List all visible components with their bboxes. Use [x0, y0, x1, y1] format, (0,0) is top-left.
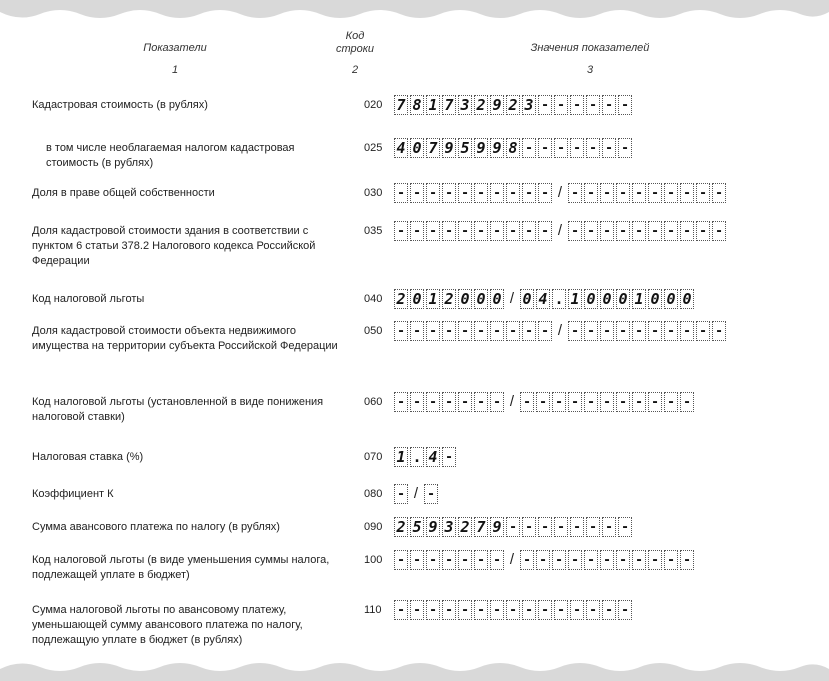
- value-cell[interactable]: -: [538, 321, 552, 341]
- value-cell[interactable]: 0: [474, 289, 488, 309]
- value-cell[interactable]: -: [522, 138, 536, 158]
- value-cell[interactable]: -: [426, 392, 440, 412]
- value-cell[interactable]: -: [680, 321, 694, 341]
- value-cell[interactable]: -: [602, 517, 616, 537]
- value-cell[interactable]: -: [522, 183, 536, 203]
- value-cell[interactable]: 7: [426, 138, 440, 158]
- value-cell[interactable]: 9: [490, 138, 504, 158]
- value-cell[interactable]: -: [506, 221, 520, 241]
- row-value-cells[interactable]: [394, 390, 696, 414]
- fraction-separator: /: [557, 184, 563, 201]
- value-cell[interactable]: -: [442, 550, 456, 570]
- header-indicators: Показатели: [143, 42, 207, 54]
- row-code: 040: [364, 293, 383, 305]
- value-cell[interactable]: -: [632, 221, 646, 241]
- row-value-cells[interactable]: [394, 181, 728, 205]
- value-cell[interactable]: -: [522, 517, 536, 537]
- value-cell[interactable]: -: [568, 321, 582, 341]
- value-cell[interactable]: -: [618, 600, 632, 620]
- value-cell[interactable]: -: [410, 550, 424, 570]
- value-cell[interactable]: -: [442, 183, 456, 203]
- value-cell[interactable]: -: [712, 221, 726, 241]
- value-cell[interactable]: -: [394, 484, 408, 504]
- row-label: Налоговая ставка (%): [32, 451, 144, 463]
- fraction-separator: /: [557, 322, 563, 339]
- value-cell[interactable]: 9: [474, 138, 488, 158]
- value-cell[interactable]: 9: [490, 517, 504, 537]
- value-cell[interactable]: -: [696, 183, 710, 203]
- value-cell[interactable]: -: [490, 550, 504, 570]
- value-cell[interactable]: 0: [520, 289, 534, 309]
- value-cell[interactable]: 0: [600, 289, 614, 309]
- value-cell[interactable]: -: [664, 221, 678, 241]
- value-cell[interactable]: -: [616, 183, 630, 203]
- fraction-separator: /: [509, 551, 515, 568]
- value-cell[interactable]: -: [648, 550, 662, 570]
- value-cell[interactable]: -: [536, 550, 550, 570]
- value-cell[interactable]: -: [554, 517, 568, 537]
- value-cell[interactable]: -: [632, 392, 646, 412]
- value-cell[interactable]: -: [426, 550, 440, 570]
- value-cell[interactable]: 8: [410, 95, 424, 115]
- value-cell[interactable]: -: [426, 183, 440, 203]
- value-cell[interactable]: -: [490, 321, 504, 341]
- value-cell[interactable]: -: [570, 600, 584, 620]
- header-line-code-2: строки: [335, 43, 375, 55]
- value-cell[interactable]: -: [600, 321, 614, 341]
- value-cell[interactable]: -: [680, 550, 694, 570]
- value-cell[interactable]: -: [616, 221, 630, 241]
- value-cell[interactable]: -: [680, 183, 694, 203]
- value-cell[interactable]: -: [394, 183, 408, 203]
- value-cell[interactable]: 0: [458, 289, 472, 309]
- row-code: 060: [364, 396, 383, 408]
- value-cell[interactable]: -: [490, 600, 504, 620]
- value-cell[interactable]: -: [570, 95, 584, 115]
- value-cell[interactable]: -: [554, 600, 568, 620]
- value-cell[interactable]: -: [426, 321, 440, 341]
- value-cell[interactable]: -: [570, 517, 584, 537]
- value-cell[interactable]: 4: [426, 447, 440, 467]
- row-label: Коэффициент К: [32, 488, 114, 500]
- value-cell[interactable]: 9: [442, 138, 456, 158]
- value-cell[interactable]: -: [442, 221, 456, 241]
- value-cell[interactable]: 1: [426, 95, 440, 115]
- value-cell[interactable]: -: [520, 392, 534, 412]
- value-cell[interactable]: -: [618, 95, 632, 115]
- value-cell[interactable]: -: [442, 600, 456, 620]
- row-label: Сумма авансового платежа по налогу (в рублях): [32, 521, 280, 533]
- value-cell[interactable]: -: [474, 321, 488, 341]
- value-cell[interactable]: -: [616, 321, 630, 341]
- value-cell[interactable]: -: [536, 392, 550, 412]
- row-value-cells[interactable]: [394, 319, 728, 343]
- header-values: Значения показателей: [530, 42, 650, 54]
- value-cell[interactable]: 9: [490, 95, 504, 115]
- value-cell[interactable]: -: [584, 550, 598, 570]
- value-cell[interactable]: -: [586, 95, 600, 115]
- fraction-separator: /: [509, 393, 515, 410]
- value-cell[interactable]: -: [520, 550, 534, 570]
- row-value-cells[interactable]: [394, 93, 634, 117]
- row-value-cells[interactable]: [394, 445, 458, 469]
- value-cell[interactable]: -: [538, 138, 552, 158]
- value-cell[interactable]: -: [474, 550, 488, 570]
- torn-edge-top: [0, 0, 829, 26]
- value-cell[interactable]: 0: [410, 289, 424, 309]
- value-cell[interactable]: 5: [458, 138, 472, 158]
- row-label: Доля кадастровой стоимости объекта недвижимого имущества на территории субъекта Российской Федерации: [32, 325, 338, 352]
- value-cell[interactable]: -: [664, 321, 678, 341]
- value-cell[interactable]: -: [506, 321, 520, 341]
- row-label: Код налоговой льготы (установленной в виде понижения налоговой ставки): [32, 396, 324, 423]
- value-cell[interactable]: -: [490, 183, 504, 203]
- value-cell[interactable]: 3: [458, 95, 472, 115]
- value-cell[interactable]: -: [632, 321, 646, 341]
- value-cell[interactable]: 0: [490, 289, 504, 309]
- row-value-cells[interactable]: [394, 548, 696, 572]
- row-label: Кадастровая стоимость (в рублях): [32, 99, 208, 111]
- value-cell[interactable]: 7: [442, 95, 456, 115]
- value-cell[interactable]: 1: [632, 289, 646, 309]
- value-cell[interactable]: -: [474, 221, 488, 241]
- value-cell[interactable]: -: [554, 138, 568, 158]
- value-cell[interactable]: -: [568, 392, 582, 412]
- value-cell[interactable]: -: [712, 183, 726, 203]
- row-code: 090: [364, 521, 383, 533]
- row-value-cells[interactable]: [394, 136, 634, 160]
- value-cell[interactable]: -: [648, 321, 662, 341]
- value-cell[interactable]: -: [680, 221, 694, 241]
- value-cell[interactable]: -: [712, 321, 726, 341]
- value-cell[interactable]: -: [490, 392, 504, 412]
- value-cell[interactable]: -: [552, 392, 566, 412]
- value-cell[interactable]: 7: [474, 517, 488, 537]
- value-cell[interactable]: -: [570, 138, 584, 158]
- header-num-1: 1: [171, 64, 179, 76]
- value-cell[interactable]: -: [458, 600, 472, 620]
- value-cell[interactable]: -: [586, 517, 600, 537]
- value-cell[interactable]: -: [474, 392, 488, 412]
- value-cell[interactable]: -: [648, 392, 662, 412]
- value-cell[interactable]: -: [618, 517, 632, 537]
- row-label: в том числе необлагаемая налогом кадастровая стоимость (в рублях): [46, 142, 295, 169]
- value-cell[interactable]: 0: [648, 289, 662, 309]
- value-cell[interactable]: -: [410, 321, 424, 341]
- value-cell[interactable]: -: [490, 221, 504, 241]
- value-cell[interactable]: -: [632, 550, 646, 570]
- header-num-3: 3: [586, 64, 594, 76]
- value-cell[interactable]: 2: [394, 289, 408, 309]
- value-cell[interactable]: -: [600, 183, 614, 203]
- row-value-cells[interactable]: [394, 287, 696, 311]
- value-cell[interactable]: -: [552, 550, 566, 570]
- row-code: 025: [364, 142, 383, 154]
- value-cell[interactable]: -: [474, 183, 488, 203]
- value-cell[interactable]: -: [394, 550, 408, 570]
- row-label: Код налоговой льготы (в виде уменьшения суммы налога, подлежащей уплате в бюджет): [32, 554, 330, 581]
- value-cell[interactable]: -: [442, 392, 456, 412]
- value-cell[interactable]: 3: [522, 95, 536, 115]
- value-cell[interactable]: -: [616, 550, 630, 570]
- value-cell[interactable]: -: [424, 484, 438, 504]
- value-cell[interactable]: 1: [568, 289, 582, 309]
- value-cell[interactable]: -: [568, 221, 582, 241]
- value-cell[interactable]: .: [410, 447, 424, 467]
- value-cell[interactable]: 0: [664, 289, 678, 309]
- value-cell[interactable]: -: [394, 600, 408, 620]
- value-cell[interactable]: -: [568, 183, 582, 203]
- torn-edge-bottom: [0, 655, 829, 681]
- value-cell[interactable]: -: [458, 550, 472, 570]
- row-code: 070: [364, 451, 383, 463]
- value-cell[interactable]: -: [458, 392, 472, 412]
- value-cell[interactable]: -: [410, 392, 424, 412]
- value-cell[interactable]: -: [538, 517, 552, 537]
- header-line-code-1: Код: [345, 30, 365, 42]
- value-cell[interactable]: 2: [458, 517, 472, 537]
- value-cell[interactable]: -: [616, 392, 630, 412]
- value-cell[interactable]: 7: [394, 95, 408, 115]
- value-cell[interactable]: -: [600, 221, 614, 241]
- value-cell[interactable]: .: [552, 289, 566, 309]
- value-cell[interactable]: -: [584, 321, 598, 341]
- value-cell[interactable]: -: [632, 183, 646, 203]
- value-cell[interactable]: -: [522, 321, 536, 341]
- value-cell[interactable]: -: [696, 221, 710, 241]
- value-cell[interactable]: -: [474, 600, 488, 620]
- value-cell[interactable]: -: [442, 447, 456, 467]
- value-cell[interactable]: -: [602, 95, 616, 115]
- value-cell[interactable]: -: [538, 600, 552, 620]
- value-cell[interactable]: -: [664, 392, 678, 412]
- row-code: 080: [364, 488, 383, 500]
- value-cell[interactable]: -: [664, 550, 678, 570]
- value-cell[interactable]: 2: [394, 517, 408, 537]
- value-cell[interactable]: 5: [410, 517, 424, 537]
- fraction-separator: /: [413, 485, 419, 502]
- value-cell[interactable]: -: [522, 600, 536, 620]
- value-cell[interactable]: -: [394, 321, 408, 341]
- value-cell[interactable]: -: [696, 321, 710, 341]
- header-line-code: [330, 30, 380, 56]
- value-cell[interactable]: -: [586, 600, 600, 620]
- value-cell[interactable]: -: [648, 221, 662, 241]
- row-code: 100: [364, 554, 383, 566]
- row-code: 050: [364, 325, 383, 337]
- row-code: 030: [364, 187, 383, 199]
- value-cell[interactable]: 0: [410, 138, 424, 158]
- value-cell[interactable]: 1: [426, 289, 440, 309]
- value-cell[interactable]: -: [600, 550, 614, 570]
- row-label: Доля кадастровой стоимости здания в соответствии с пунктом 6 статьи 378.2 Налогового кодекса Российской Федерации: [32, 225, 316, 267]
- value-cell[interactable]: -: [538, 183, 552, 203]
- value-cell[interactable]: 0: [584, 289, 598, 309]
- value-cell[interactable]: 0: [680, 289, 694, 309]
- value-cell[interactable]: -: [584, 183, 598, 203]
- value-cell[interactable]: -: [506, 600, 520, 620]
- value-cell[interactable]: -: [410, 600, 424, 620]
- value-cell[interactable]: -: [458, 183, 472, 203]
- row-value-cells[interactable]: [394, 219, 728, 243]
- value-cell[interactable]: 4: [536, 289, 550, 309]
- value-cell[interactable]: -: [648, 183, 662, 203]
- value-cell[interactable]: -: [600, 392, 614, 412]
- value-cell[interactable]: -: [664, 183, 678, 203]
- value-cell[interactable]: -: [506, 183, 520, 203]
- row-label: Доля в праве общей собственности: [32, 187, 215, 199]
- value-cell[interactable]: -: [538, 221, 552, 241]
- value-cell[interactable]: -: [394, 392, 408, 412]
- value-cell[interactable]: 2: [442, 289, 456, 309]
- value-cell[interactable]: 0: [616, 289, 630, 309]
- value-cell[interactable]: 4: [394, 138, 408, 158]
- value-cell[interactable]: -: [584, 221, 598, 241]
- value-cell[interactable]: -: [410, 183, 424, 203]
- value-cell[interactable]: 8: [506, 138, 520, 158]
- row-value-cells[interactable]: [394, 482, 440, 506]
- value-cell[interactable]: -: [602, 600, 616, 620]
- value-cell[interactable]: -: [506, 517, 520, 537]
- header-num-2: 2: [351, 64, 359, 76]
- value-cell[interactable]: -: [442, 321, 456, 341]
- value-cell[interactable]: -: [522, 221, 536, 241]
- value-cell[interactable]: 2: [506, 95, 520, 115]
- value-cell[interactable]: -: [426, 221, 440, 241]
- value-cell[interactable]: -: [602, 138, 616, 158]
- value-cell[interactable]: -: [394, 221, 408, 241]
- value-cell[interactable]: -: [680, 392, 694, 412]
- value-cell[interactable]: -: [586, 138, 600, 158]
- fraction-separator: /: [509, 290, 515, 307]
- value-cell[interactable]: -: [538, 95, 552, 115]
- row-value-cells[interactable]: [394, 598, 634, 622]
- value-cell[interactable]: -: [426, 600, 440, 620]
- value-cell[interactable]: 1: [394, 447, 408, 467]
- row-label: Код налоговой льготы: [32, 293, 145, 305]
- value-cell[interactable]: -: [618, 138, 632, 158]
- value-cell[interactable]: -: [410, 221, 424, 241]
- value-cell[interactable]: -: [554, 95, 568, 115]
- value-cell[interactable]: 2: [474, 95, 488, 115]
- row-label: Сумма налоговой льготы по авансовому платежу, уменьшающей сумму авансового платежа по налогу, подлежащую уплате в бюджет (в рублях): [32, 604, 303, 646]
- row-code: 035: [364, 225, 383, 237]
- row-value-cells[interactable]: [394, 515, 634, 539]
- value-cell[interactable]: -: [568, 550, 582, 570]
- value-cell[interactable]: -: [584, 392, 598, 412]
- value-cell[interactable]: 3: [442, 517, 456, 537]
- row-code: 110: [364, 604, 382, 616]
- value-cell[interactable]: -: [458, 221, 472, 241]
- row-code: 020: [364, 99, 383, 111]
- value-cell[interactable]: 9: [426, 517, 440, 537]
- value-cell[interactable]: -: [458, 321, 472, 341]
- fraction-separator: /: [557, 222, 563, 239]
